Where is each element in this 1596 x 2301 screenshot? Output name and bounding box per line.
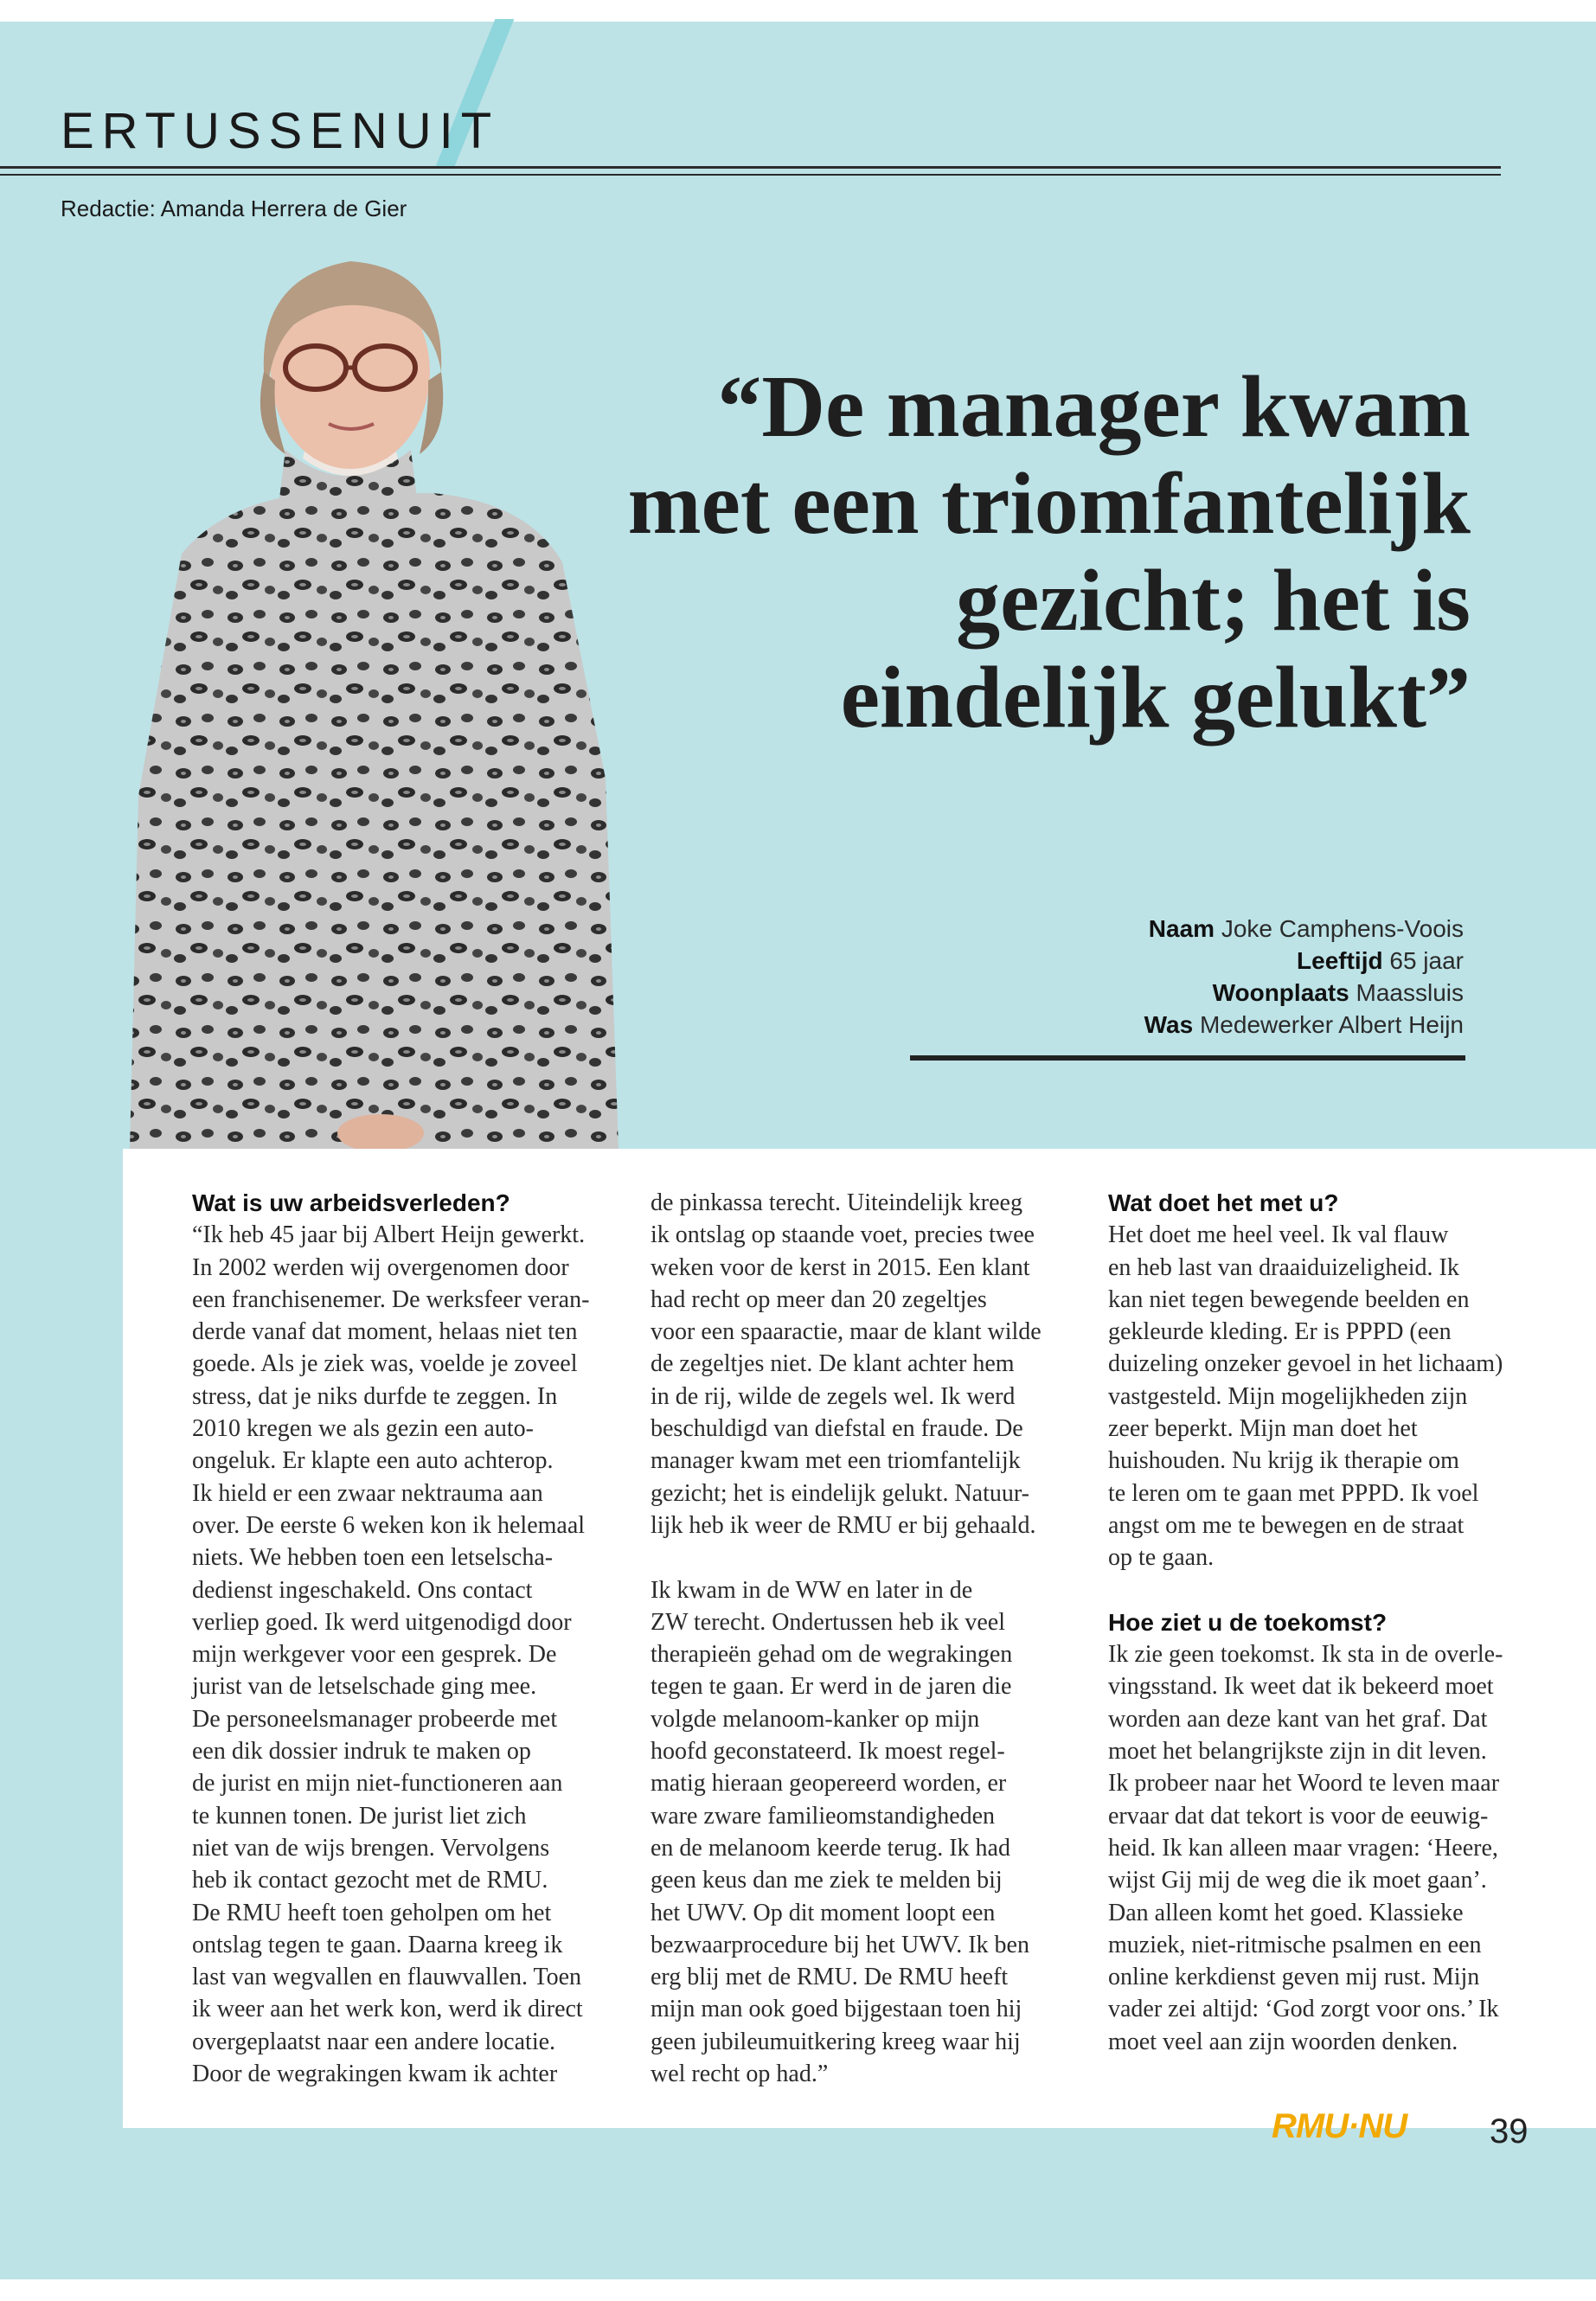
answer-text	[1108, 1219, 1542, 1574]
text-line: geen jubileumuitkering kreeg waar hij	[651, 2028, 1021, 2055]
text-line: de pinkassa terecht. Uiteindelijk kreeg	[651, 1189, 1022, 1216]
article-column-3	[1108, 1187, 1542, 2058]
text-line: Ik kwam in de WW en later in de	[651, 1576, 973, 1604]
text-line: ZW terecht. Ondertussen heb ik veel	[651, 1608, 1006, 1636]
text-line: dedienst ingeschakeld. Ons contact	[192, 1576, 533, 1604]
fact-age: Leeftijd 65 jaar	[1297, 947, 1464, 974]
text-line: De RMU heeft toen geholpen om het	[192, 1899, 552, 1926]
text-line: vastgesteld. Mijn mogelijkheden zijn	[1108, 1382, 1468, 1410]
text-line: gezicht; het is eindelijk gelukt. Natuur-	[651, 1479, 1029, 1507]
text-line: verliep goed. Ik werd uitgenodigd door	[192, 1608, 572, 1636]
text-line: ik weer aan het werk kon, werd ik direct	[192, 1996, 583, 2023]
text-line: niets. We hebben toen een letselscha-	[192, 1544, 554, 1572]
pull-quote	[606, 359, 1471, 747]
text-line: mijn man ook goed bijgestaan toen hij	[651, 1996, 1022, 2023]
text-line: stress, dat je niks durfde te zeggen. In	[192, 1382, 558, 1410]
text-line: last van wegvallen en flauwvallen. Toen	[192, 1964, 582, 1991]
header-rule	[0, 166, 1501, 169]
text-line: Door de wegrakingen kwam ik achter	[192, 2061, 558, 2088]
section-title: ERTUSSENUIT	[61, 103, 500, 159]
text-line: ik ontslag op staande voet, precies twee	[651, 1221, 1035, 1249]
page-number: 39	[1490, 2112, 1529, 2150]
portrait-photo	[121, 242, 623, 1149]
text-line: te leren om te gaan met PPPD. Ik voel	[1108, 1479, 1479, 1507]
text-line: voor een spaaractie, maar de klant wilde	[651, 1318, 1042, 1346]
text-line: een franchisenemer. De werksfeer veran-	[192, 1285, 590, 1313]
text-line: Het doet me heel veel. Ik val flauw	[1108, 1221, 1449, 1249]
text-line: de zegeltjes niet. De klant achter hem	[651, 1350, 1015, 1378]
text-line: niet van de wijs brengen. Vervolgens	[192, 1834, 550, 1862]
text-line: In 2002 werden wij overgenomen door	[192, 1253, 569, 1281]
text-line: vingsstand. Ik weet dat ik bekeerd moet	[1108, 1673, 1494, 1701]
text-line: op te gaan.	[1108, 1544, 1215, 1572]
editor-credit: Redactie: Amanda Herrera de Gier	[61, 195, 407, 221]
text-line: volgde melanoom-kanker op mijn	[651, 1705, 980, 1733]
text-line: matig hieraan geopereerd worden, er	[651, 1770, 1007, 1798]
text-line: worden aan deze kant van het graf. Dat	[1108, 1705, 1488, 1733]
text-line: Ik probeer naar het Woord te leven maar	[1108, 1770, 1500, 1798]
pull-quote-line: gezicht; het is	[956, 552, 1471, 650]
pull-quote-line: met een triomfantelijk	[627, 455, 1471, 553]
magazine-logo: RMU·NU	[1272, 2107, 1407, 2145]
profile-facts	[934, 913, 1464, 1041]
article-column-2	[651, 1187, 1085, 2090]
answer-text	[651, 1574, 1085, 2091]
text-line: de jurist en mijn niet-functioneren aan	[192, 1770, 563, 1798]
text-line: angst om me te bewegen en de straat	[1108, 1511, 1465, 1539]
text-line: ware zware familieomstandigheden	[651, 1802, 996, 1830]
text-line: het UWV. Op dit moment loopt een	[651, 1899, 996, 1926]
text-line: kan niet tegen bewegende beelden en	[1108, 1285, 1470, 1313]
text-line: therapieën gehad om de wegrakingen	[651, 1641, 1013, 1669]
text-line: manager kwam met een triomfantelijk	[651, 1447, 1021, 1475]
text-line: had recht op meer dan 20 zegeltjes	[651, 1285, 987, 1313]
text-line: wijst Gij mij de weg die ik moet gaan’.	[1108, 1867, 1487, 1894]
question-heading: Wat is uw arbeidsverleden?	[192, 1189, 510, 1216]
text-line: mijn werkgever voor een gesprek. De	[192, 1641, 557, 1669]
text-line: Ik hield er een zwaar nektrauma aan	[192, 1479, 543, 1507]
text-line: beschuldigd van diefstal en fraude. De	[651, 1415, 1023, 1443]
text-line: “Ik heb 45 jaar bij Albert Heijn gewerkt.	[192, 1221, 586, 1249]
text-line: ontslag tegen te gaan. Daarna kreeg ik	[192, 1931, 563, 1958]
text-line: moet veel aan zijn woorden denken.	[1108, 2028, 1458, 2055]
article-column-1	[192, 1187, 626, 2090]
text-line: online kerkdienst geven mij rust. Mijn	[1108, 1964, 1480, 1991]
text-line: bezwaarprocedure bij het UWV. Ik ben	[651, 1931, 1029, 1958]
pull-quote-line: “De manager kwam	[717, 358, 1471, 456]
text-line: jurist van de letselschade ging mee.	[192, 1673, 537, 1701]
text-line: moet het belangrijkste zijn in dit leven.	[1108, 1738, 1487, 1766]
text-line: Dan alleen komt het goed. Klassieke	[1108, 1899, 1464, 1926]
text-line: over. De eerste 6 weken kon ik helemaal	[192, 1511, 586, 1539]
text-line: gekleurde kleding. Er is PPPD (een	[1108, 1318, 1452, 1346]
text-line: goede. Als je ziek was, voelde je zoveel	[192, 1350, 578, 1378]
answer-text	[1108, 1638, 1542, 2058]
header-rule-thin	[0, 174, 1501, 176]
text-line: De personeelsmanager probeerde met	[192, 1705, 558, 1733]
question-heading: Wat doet het met u?	[1108, 1189, 1339, 1216]
text-line: te kunnen tonen. De jurist liet zich	[192, 1802, 527, 1830]
text-line: weken voor de kerst in 2015. Een klant	[651, 1253, 1030, 1281]
text-line: lijk heb ik weer de RMU er bij gehaald.	[651, 1511, 1036, 1539]
text-line: geen keus dan me ziek te melden bij	[651, 1867, 1003, 1894]
answer-text	[651, 1187, 1085, 1541]
facts-divider	[910, 1055, 1465, 1061]
question-heading: Hoe ziet u de toekomst?	[1108, 1608, 1388, 1636]
fact-occupation: Was Medewerker Albert Heijn	[1144, 1011, 1464, 1038]
text-line: erg blij met de RMU. De RMU heeft	[651, 1964, 1009, 1991]
text-line: zeer beperkt. Mijn man doet het	[1108, 1415, 1418, 1443]
text-line: een dik dossier indruk te maken op	[192, 1738, 531, 1766]
text-line: en heb last van draaiduizeligheid. Ik	[1108, 1253, 1459, 1281]
text-line: Ik zie geen toekomst. Ik sta in de overle-	[1108, 1641, 1503, 1669]
text-line: derde vanaf dat moment, helaas niet ten	[192, 1318, 578, 1346]
fact-residence: Woonplaats Maassluis	[1212, 979, 1464, 1006]
text-line: huishouden. Nu krijg ik therapie om	[1108, 1447, 1459, 1475]
text-line: muziek, niet-ritmische psalmen en een	[1108, 1931, 1482, 1958]
text-line: in de rij, wilde de zegels wel. Ik werd	[651, 1382, 1016, 1410]
text-line: heb ik contact gezocht met de RMU.	[192, 1867, 548, 1894]
answer-text	[192, 1219, 626, 2090]
text-line: ongeluk. Er klapte een auto achterop.	[192, 1447, 554, 1475]
text-line: wel recht op had.”	[651, 2061, 829, 2088]
text-line: vader zei altijd: ‘God zorgt voor ons.’ Ik	[1108, 1996, 1499, 2023]
text-line: overgeplaatst naar een andere locatie.	[192, 2028, 556, 2055]
text-line: ervaar dat dat tekort is voor de eeuwig-	[1108, 1802, 1489, 1830]
text-line: hoofd geconstateerd. Ik moest regel-	[651, 1738, 1005, 1766]
text-line: duizeling onzeker gevoel in het lichaam)	[1108, 1350, 1503, 1378]
text-line: 2010 kregen we als gezin een auto-	[192, 1415, 534, 1443]
fact-name: Naam Joke Camphens-Voois	[1148, 915, 1464, 942]
text-line: tegen te gaan. Er werd in de jaren die	[651, 1673, 1012, 1701]
text-line: heid. Ik kan alleen maar vragen: ‘Heere,	[1108, 1834, 1498, 1862]
text-line: en de melanoom keerde terug. Ik had	[651, 1834, 1010, 1862]
pull-quote-line: eindelijk gelukt”	[840, 649, 1471, 747]
